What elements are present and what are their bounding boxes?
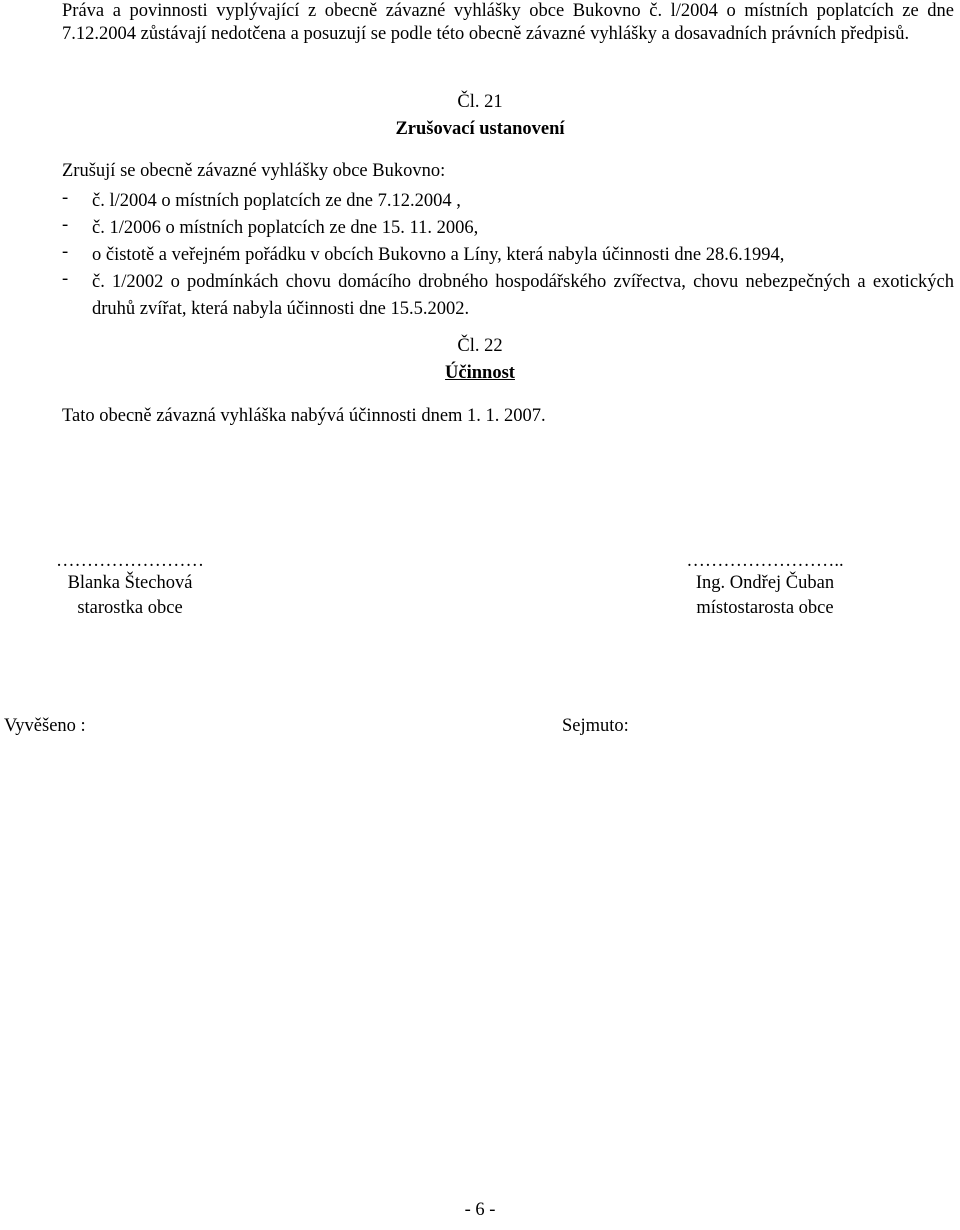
article-22-number: Čl. 22 bbox=[457, 336, 503, 356]
signature-name-right: Ing. Ondřej Čuban bbox=[695, 573, 835, 593]
list-item-text: o čistotě a veřejném pořádku v obcích Bukovno a Líny, která nabyla účinnosti dne 28.6.1994, bbox=[92, 245, 785, 265]
list-dash: - bbox=[62, 269, 69, 289]
article-21-number: Čl. 21 bbox=[457, 92, 503, 112]
list-item-text: č. 1/2006 o místních poplatcích ze dne 15. 11. 2006, bbox=[92, 218, 479, 238]
list-dash: - bbox=[62, 215, 69, 235]
posted-label: Vyvěšeno : bbox=[4, 716, 86, 736]
list-item bbox=[62, 188, 954, 215]
page-number: - 6 - bbox=[464, 1200, 496, 1220]
list-item bbox=[62, 269, 954, 323]
article-22-title: Účinnost bbox=[445, 363, 515, 383]
signature-name-left: Blanka Štechová bbox=[67, 573, 193, 593]
article-21-lead: Zrušují se obecně závazné vyhlášky obce Bukovno: bbox=[62, 161, 446, 181]
signature-line-left: …………………… bbox=[56, 551, 204, 571]
list-item bbox=[62, 215, 954, 242]
signature-role-right: místostarosta obce bbox=[696, 598, 834, 618]
removed-label: Sejmuto: bbox=[562, 716, 629, 736]
list-item bbox=[62, 242, 954, 269]
signature-role-left: starostka obce bbox=[77, 598, 183, 618]
list-dash: - bbox=[62, 242, 69, 262]
article-22-text: Tato obecně závazná vyhláška nabývá účinnosti dnem 1. 1. 2007. bbox=[62, 406, 546, 426]
signature-line-right: …………………….. bbox=[686, 551, 844, 571]
list-item-text: č. 1/2002 o podmínkách chovu domácího drobného hospodářského zvířectva, chovu nebezpečných a exotických druhů zvířat, která nabyla účinnosti dne 15.5.2002. bbox=[92, 272, 954, 319]
list-dash: - bbox=[62, 188, 69, 208]
intro-paragraph: Práva a povinnosti vyplývající z obecně závazné vyhlášky obce Bukovno č. l/2004 o místních poplatcích ze dne 7.12.2004 zůstávají nedotčena a posuzují se podle této obecně závazné vyhlášky a dosavadních právních předpisů. bbox=[62, 1, 954, 44]
article-21-title: Zrušovací ustanovení bbox=[395, 119, 565, 139]
list-item-text: č. l/2004 o místních poplatcích ze dne 7.12.2004 , bbox=[92, 191, 461, 211]
